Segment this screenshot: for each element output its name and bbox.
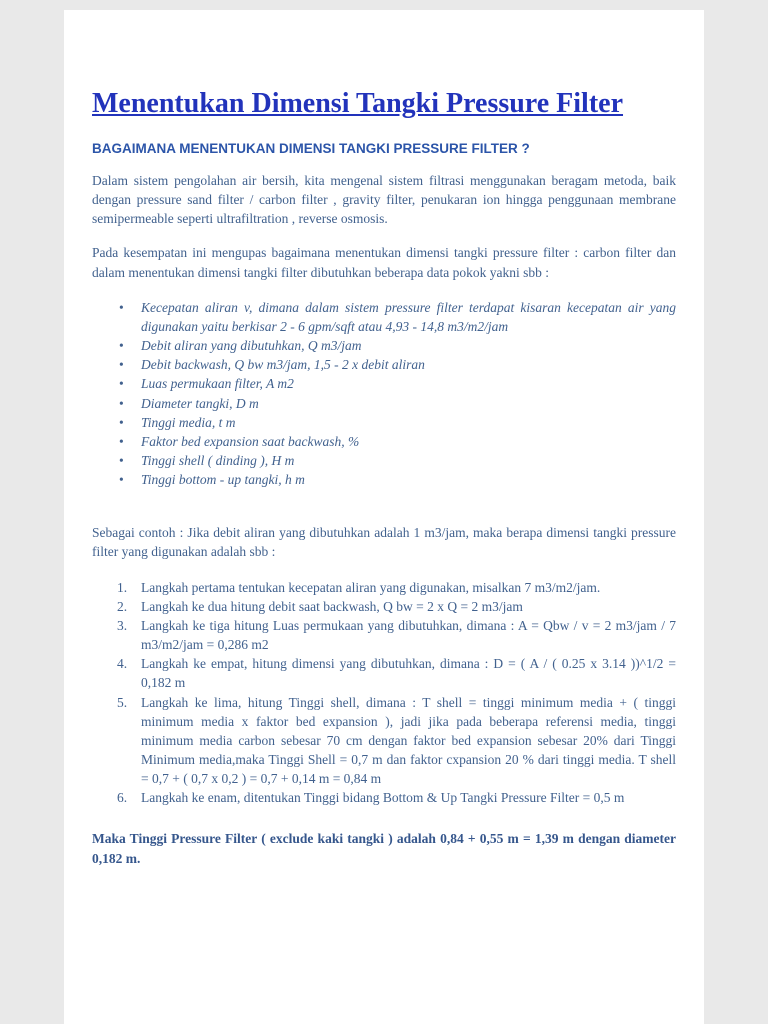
step-text: Langkah ke empat, hitung dimensi yang dibutuhkan, dimana : D = ( A / ( 0.25 x 3.14 ))^1/2 = 0,182 m xyxy=(141,656,676,691)
step-number: 6. xyxy=(117,790,128,806)
intro-paragraph: Dalam sistem pengolahan air bersih, kita mengenal sistem filtrasi menggunakan beragam metoda, baik dengan pressure sand filter / carbon filter , gravity filter, penukaran ion hingga penggunaan membrane semipermeable seperti ultrafiltration , reverse osmosis. xyxy=(92,172,676,227)
step-text: Langkah pertama tentukan kecepatan aliran yang digunakan, misalkan 7 m3/m2/jam. xyxy=(141,579,601,595)
bullet-item: • Tinggi media, t m xyxy=(141,413,676,432)
bullet-item: • Luas permukaan filter, A m2 xyxy=(141,374,676,393)
step-number: 4. xyxy=(117,656,128,672)
page-title: Menentukan Dimensi Tangki Pressure Filter xyxy=(92,88,624,119)
step-text: Langkah ke dua hitung debit saat backwash, Q bw = 2 x Q = 2 m3/jam xyxy=(141,598,523,614)
bullet-item: • Tinggi shell ( dinding ), H m xyxy=(141,451,676,470)
section-heading: BAGAIMANA MENENTUKAN DIMENSI TANGKI PRESSURE FILTER ? xyxy=(92,140,530,156)
bullet-list xyxy=(92,298,676,490)
step-item xyxy=(117,616,676,654)
conclusion-paragraph: Maka Tinggi Pressure Filter ( exclude kaki tangki ) adalah 0,84 + 0,55 m = 1,39 m dengan diameter 0,182 m. xyxy=(92,831,676,866)
step-number: 1. xyxy=(117,579,128,595)
step-number: 5. xyxy=(117,694,128,710)
step-item xyxy=(117,788,676,807)
bullet-item: • Tinggi bottom - up tangki, h m xyxy=(141,470,676,489)
bullet-item: • Debit aliran yang dibutuhkan, Q m3/jam xyxy=(141,336,676,355)
step-text: Langkah ke lima, hitung Tinggi shell, dimana : T shell = tinggi minimum media + ( tinggi minimum media x faktor bed expansion ), jadi jika pada beberapa referensi media, tinggi minimum media carbon sebesar 70 cm dengan faktor bed expansion sebesar 20% dari Tinggi Minimum media,maka Tinggi Shell = 0,7 m dan faktor cxpansion 20 % dari tinggi media. T shell = 0,7 + ( 0,7 x 0,2 ) = 0,7 + 0,14 m = 0,84 m xyxy=(141,694,676,787)
step-text: Langkah ke tiga hitung Luas permukaan yang dibutuhkan, dimana : A = Qbw / v = 2 m3/jam / 7 m3/m2/jam = 0,286 m2 xyxy=(141,617,676,653)
example-paragraph: Sebagai contoh : Jika debit aliran yang dibutuhkan adalah 1 m3/jam, maka berapa dimensi tangki pressure filter yang digunakan adalah sbb : xyxy=(92,525,676,560)
step-text: Langkah ke enam, ditentukan Tinggi bidang Bottom & Up Tangki Pressure Filter = 0,5 m xyxy=(141,790,625,806)
document-page xyxy=(64,10,704,1024)
data-pokok-paragraph: Pada kesempatan ini mengupas bagaimana menentukan dimensi tangki pressure filter : carbon filter dan dalam menentukan dimensi tangki filter dibutuhkan beberapa data pokok yakni sbb : xyxy=(92,245,676,280)
step-number: 3. xyxy=(117,617,128,633)
step-item xyxy=(117,654,676,692)
step-number: 2. xyxy=(117,598,128,614)
bullet-item: • Faktor bed expansion saat backwash, % xyxy=(141,432,676,451)
bullet-item: • Diameter tangki, D m xyxy=(141,394,676,413)
step-item xyxy=(117,597,676,616)
bullet-item: • Kecepatan aliran v, dimana dalam sistem pressure filter terdapat kisaran kecepatan air yang digunakan yaitu berkisar 2 - 6 gpm/sqft atau 4,93 - 14,8 m3/m2/jam xyxy=(141,298,676,336)
numbered-step-list xyxy=(117,578,676,808)
step-item xyxy=(117,693,676,789)
step-item xyxy=(117,578,676,597)
bullet-item: • Debit backwash, Q bw m3/jam, 1,5 - 2 x debit aliran xyxy=(141,355,676,374)
